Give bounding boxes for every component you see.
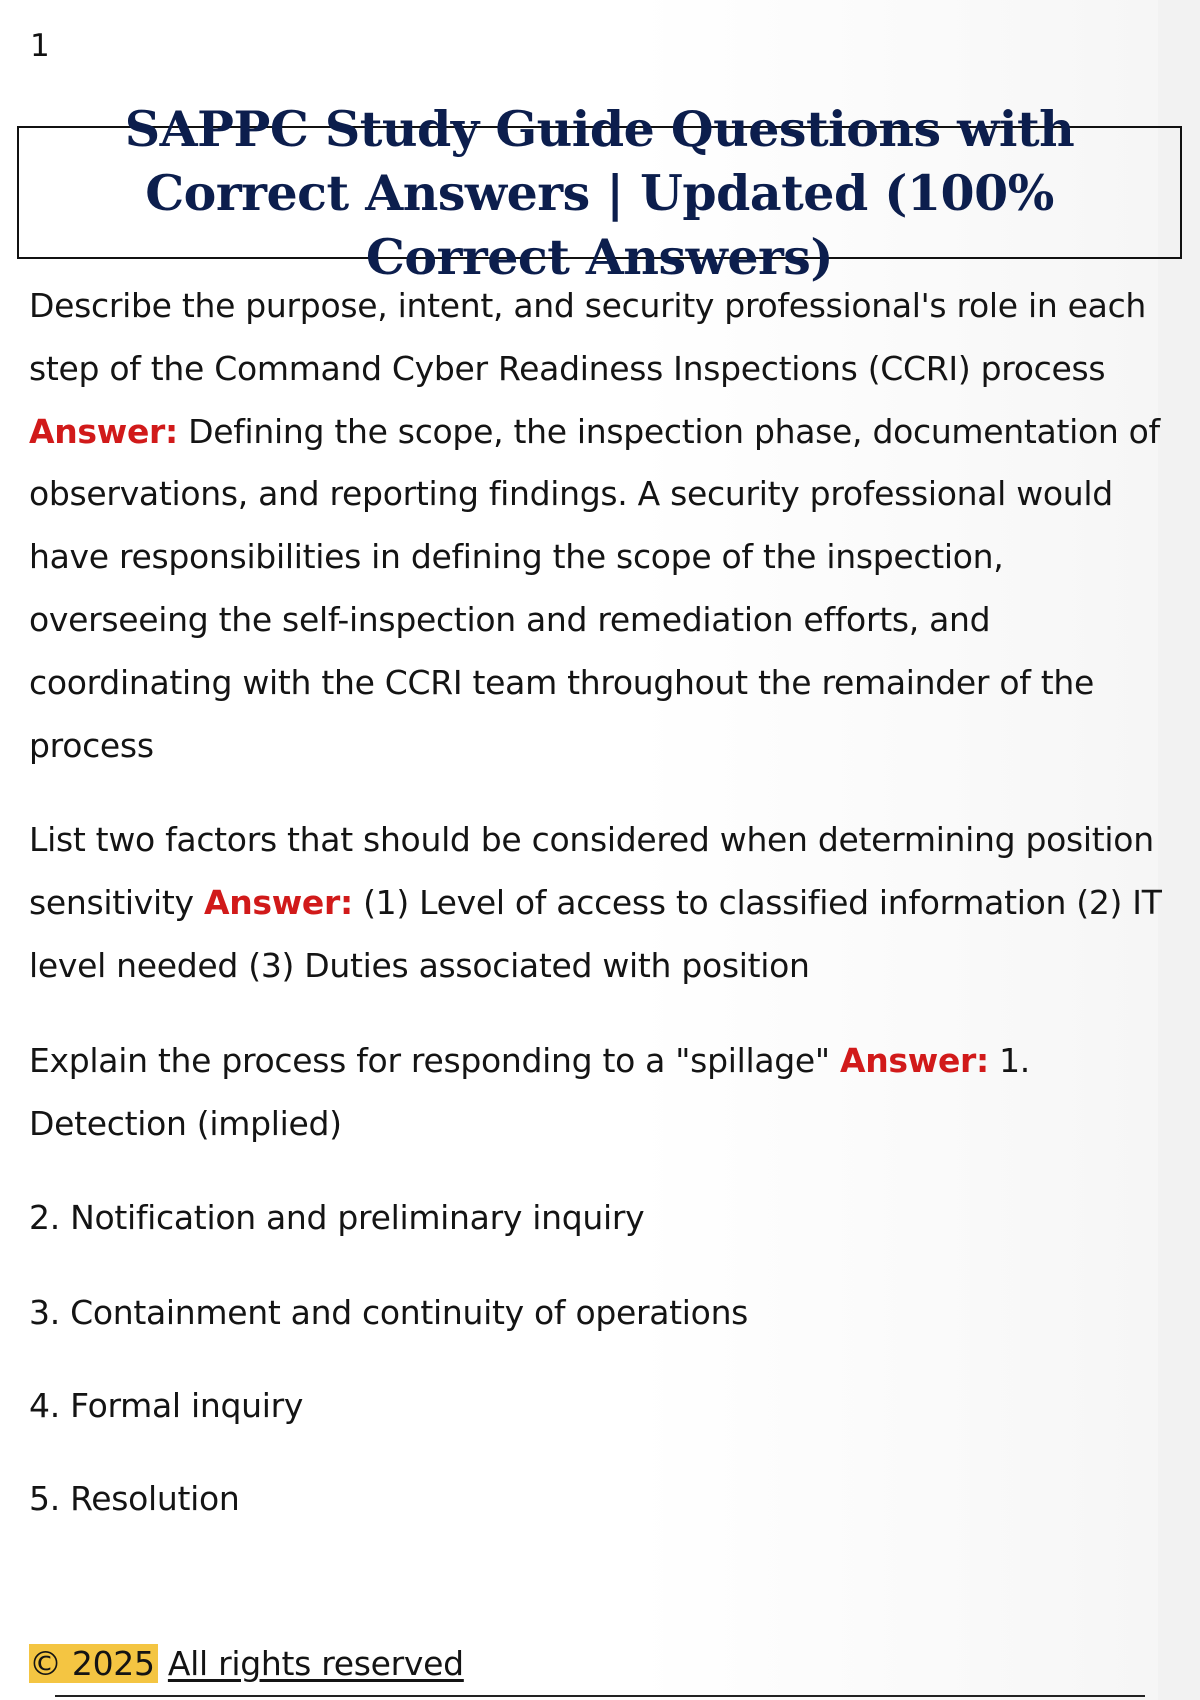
question-text: Describe the purpose, intent, and security professional's role in each step of the Command Cyber Readiness Inspections (CCRI) process [29,286,1147,388]
qa-content [29,275,1164,1531]
answer-text: Defining the scope, the inspection phase, documentation of observations, and reporting findings. A security professional would have responsibilities in defining the scope of the inspection, overseeing the self-inspection and remediation efforts, and coordinating with the CCRI team throughout the remainder of the process [29,411,1160,765]
qa-item-2 [29,809,1164,997]
qa-item-3 [29,1030,1164,1156]
page-number: 1 [30,28,50,64]
answer-label: Answer: [29,411,178,451]
copyright-text: All rights reserved [167,1644,464,1683]
answer-text: (1) Level of access to classified information (2) IT level needed (3) Duties associated with position [29,883,1162,985]
qa-item-1 [29,275,1164,777]
footer-divider [55,1695,1145,1697]
step-item: 5. Resolution [29,1478,240,1518]
question-text: Explain the process for responding to a "spillage" [29,1040,830,1080]
question-text: List two factors that should be considered when determining position sensitivity [29,820,1154,923]
footer [29,1641,464,1687]
step-item: 3. Containment and continuity of operations [29,1293,749,1333]
answer-label: Answer: [839,1040,989,1080]
document-title: SAPPC Study Guide Questions with Correct Answers | Updated (100% Correct Answers) [124,99,1075,286]
answer-label: Answer: [203,883,353,923]
step-item: 4. Formal inquiry [29,1385,304,1425]
title-box [17,99,1182,286]
step-item: 2. Notification and preliminary inquiry [29,1198,645,1238]
copyright-year: © 2025 [29,1644,158,1683]
answer-text: 1. Detection (implied) [29,1040,1030,1143]
